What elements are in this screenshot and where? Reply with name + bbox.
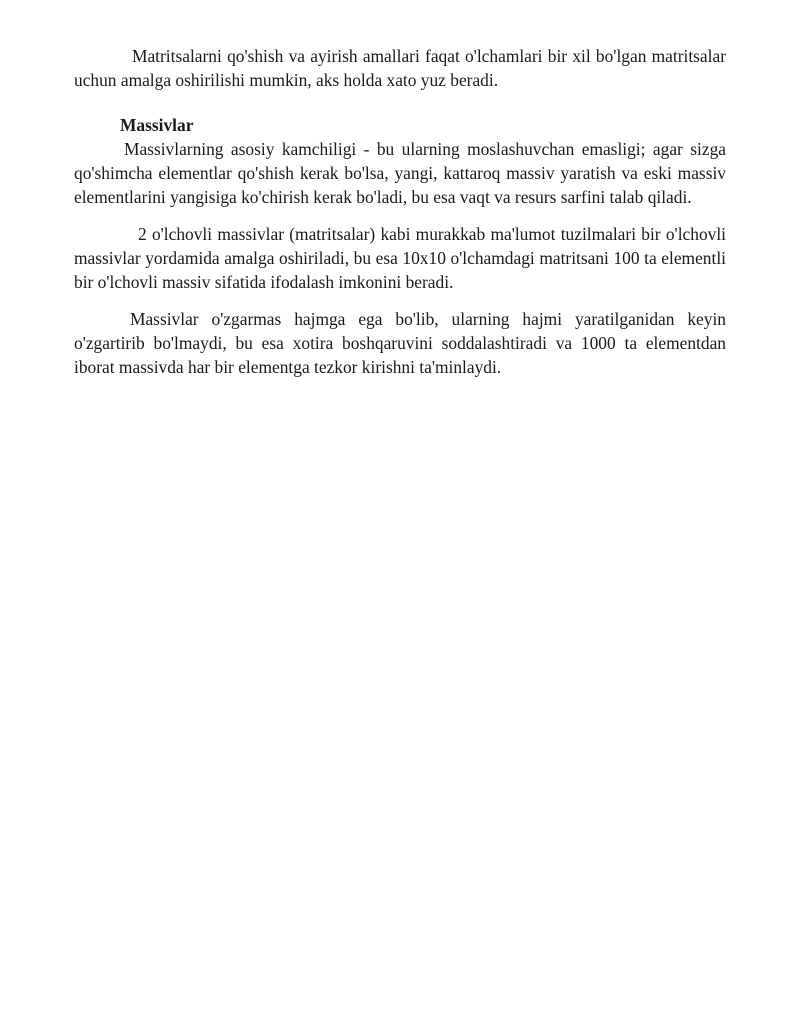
- paragraph-fixed-size: Massivlar o'zgarmas hajmga ega bo'lib, ularning hajmi yaratilganidan keyin o'zgartirib bo'lmaydi, bu esa xotira boshqaruvini soddalashtiradi va 1000 ta elementdan iborat massivda har bir elementga tezkor kirishni ta'minlaydi.: [74, 309, 726, 377]
- paragraph-matrix-operations: Matritsalarni qo'shish va ayirish amallari faqat o'lchamlari bir xil bo'lgan matritsalar uchun amalga oshirilishi mumkin, aks holda xato yuz beradi.: [74, 46, 726, 90]
- paragraph-array-drawback: Massivlarning asosiy kamchiligi - bu ularning moslashuvchan emasligi; agar sizga qo'shimcha elementlar qo'shish kerak bo'lsa, yangi, kattaroq massiv yaratish va eski massiv elementlarini yangisiga ko'chirish kerak bo'ladi, bu esa vaqt va resurs sarfini talab qiladi.: [74, 139, 726, 207]
- paragraph-2d-arrays: 2 o'lchovli massivlar (matritsalar) kabi murakkab ma'lumot tuzilmalari bir o'lchovli massivlar yordamida amalga oshiriladi, bu esa 10x10 o'lchamdagi matritsani 100 ta elementli bir o'lchovli massiv sifatida ifodalash imkonini beradi.: [74, 224, 726, 292]
- document-page: [74, 44, 726, 379]
- section-heading-massivlar: Massivlar: [120, 115, 194, 135]
